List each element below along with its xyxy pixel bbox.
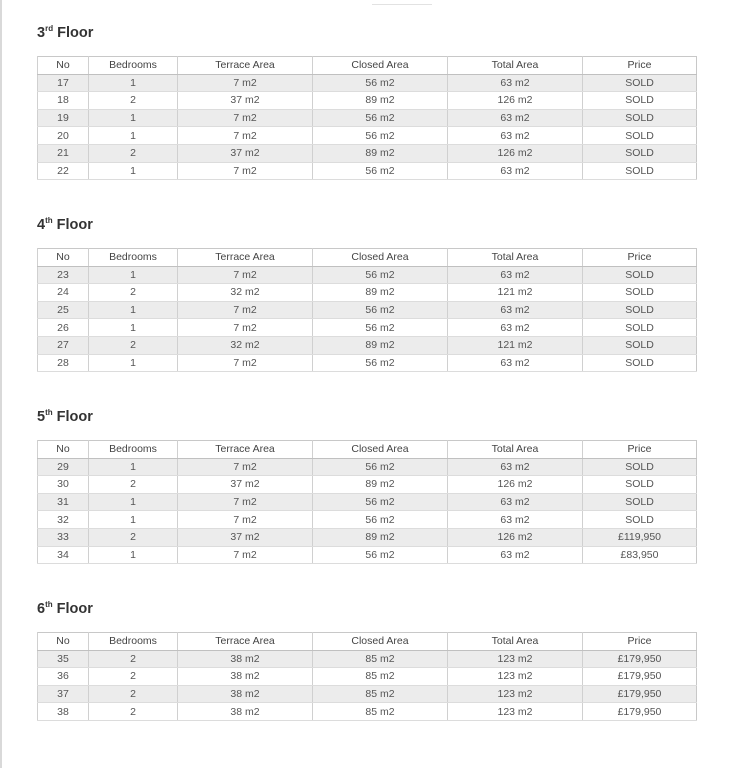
cell-total-area: 63 m2 xyxy=(448,162,583,180)
cell-closed-area: 56 m2 xyxy=(313,354,448,372)
cell-closed-area: 56 m2 xyxy=(313,74,448,92)
column-header-closed-area: Closed Area xyxy=(313,57,448,75)
cell-total-area: 126 m2 xyxy=(448,92,583,110)
cell-total-area: 63 m2 xyxy=(448,127,583,145)
cell-total-area: 63 m2 xyxy=(448,458,583,476)
cell-terrace-area: 38 m2 xyxy=(178,685,313,703)
cell-bedrooms: 2 xyxy=(89,476,178,494)
cell-closed-area: 85 m2 xyxy=(313,650,448,668)
table-row xyxy=(38,127,697,145)
cell-bedrooms: 1 xyxy=(89,109,178,127)
column-header-price: Price xyxy=(583,441,697,459)
cell-price: SOLD xyxy=(583,354,697,372)
cell-bedrooms: 1 xyxy=(89,301,178,319)
cell-total-area: 63 m2 xyxy=(448,319,583,337)
cell-total-area: 63 m2 xyxy=(448,109,583,127)
cell-bedrooms: 1 xyxy=(89,266,178,284)
cell-price: SOLD xyxy=(583,74,697,92)
cell-terrace-area: 37 m2 xyxy=(178,528,313,546)
cell-price: SOLD xyxy=(583,458,697,476)
cell-closed-area: 56 m2 xyxy=(313,301,448,319)
cell-total-area: 121 m2 xyxy=(448,336,583,354)
cell-unit-number: 23 xyxy=(38,266,89,284)
cell-total-area: 123 m2 xyxy=(448,650,583,668)
cell-bedrooms: 2 xyxy=(89,685,178,703)
cell-total-area: 123 m2 xyxy=(448,685,583,703)
floor-number: 4 xyxy=(37,217,46,233)
table-row xyxy=(38,546,697,564)
floor-ordinal-suffix: th xyxy=(45,600,53,610)
floor-heading xyxy=(37,598,696,620)
column-header-closed-area: Closed Area xyxy=(313,441,448,459)
cell-closed-area: 56 m2 xyxy=(313,162,448,180)
cell-closed-area: 56 m2 xyxy=(313,546,448,564)
cell-closed-area: 56 m2 xyxy=(313,109,448,127)
column-header-price: Price xyxy=(583,249,697,267)
cell-price: SOLD xyxy=(583,144,697,162)
cell-closed-area: 56 m2 xyxy=(313,127,448,145)
cell-closed-area: 85 m2 xyxy=(313,668,448,686)
cell-terrace-area: 37 m2 xyxy=(178,476,313,494)
cell-closed-area: 89 m2 xyxy=(313,336,448,354)
table-row xyxy=(38,511,697,529)
cell-closed-area: 56 m2 xyxy=(313,511,448,529)
table-row xyxy=(38,284,697,302)
table-row xyxy=(38,650,697,668)
cell-total-area: 121 m2 xyxy=(448,284,583,302)
column-header-price: Price xyxy=(583,57,697,75)
cell-unit-number: 25 xyxy=(38,301,89,319)
cell-price: SOLD xyxy=(583,127,697,145)
cell-bedrooms: 2 xyxy=(89,703,178,721)
column-header-bedrooms: Bedrooms xyxy=(89,57,178,75)
cell-unit-number: 24 xyxy=(38,284,89,302)
cell-bedrooms: 2 xyxy=(89,528,178,546)
floor-ordinal-suffix: th xyxy=(45,216,53,226)
cell-terrace-area: 38 m2 xyxy=(178,650,313,668)
cell-unit-number: 21 xyxy=(38,144,89,162)
cell-total-area: 63 m2 xyxy=(448,511,583,529)
cell-price: SOLD xyxy=(583,162,697,180)
floor-section-5 xyxy=(37,406,696,564)
table-row xyxy=(38,74,697,92)
cell-unit-number: 20 xyxy=(38,127,89,145)
cell-closed-area: 89 m2 xyxy=(313,476,448,494)
column-header-terrace-area: Terrace Area xyxy=(178,57,313,75)
cell-unit-number: 34 xyxy=(38,546,89,564)
cell-bedrooms: 1 xyxy=(89,127,178,145)
cell-bedrooms: 1 xyxy=(89,493,178,511)
column-header-closed-area: Closed Area xyxy=(313,633,448,651)
table-row xyxy=(38,336,697,354)
cell-price: SOLD xyxy=(583,266,697,284)
cell-unit-number: 19 xyxy=(38,109,89,127)
cell-price: £179,950 xyxy=(583,685,697,703)
cell-total-area: 63 m2 xyxy=(448,546,583,564)
table-row xyxy=(38,144,697,162)
cell-terrace-area: 7 m2 xyxy=(178,354,313,372)
cell-price: £179,950 xyxy=(583,650,697,668)
floor-number: 6 xyxy=(37,601,46,617)
table-header-row xyxy=(38,441,697,459)
table-row xyxy=(38,301,697,319)
cell-unit-number: 29 xyxy=(38,458,89,476)
cell-unit-number: 38 xyxy=(38,703,89,721)
cell-total-area: 63 m2 xyxy=(448,493,583,511)
cell-price: SOLD xyxy=(583,284,697,302)
cell-closed-area: 89 m2 xyxy=(313,284,448,302)
cell-terrace-area: 7 m2 xyxy=(178,162,313,180)
cell-terrace-area: 37 m2 xyxy=(178,144,313,162)
column-header-total-area: Total Area xyxy=(448,633,583,651)
cell-closed-area: 89 m2 xyxy=(313,92,448,110)
cell-unit-number: 33 xyxy=(38,528,89,546)
cell-unit-number: 36 xyxy=(38,668,89,686)
table-header-row xyxy=(38,57,697,75)
cell-price: SOLD xyxy=(583,319,697,337)
cell-terrace-area: 32 m2 xyxy=(178,336,313,354)
table-row xyxy=(38,668,697,686)
cell-unit-number: 30 xyxy=(38,476,89,494)
column-header-bedrooms: Bedrooms xyxy=(89,441,178,459)
table-row xyxy=(38,493,697,511)
table-row xyxy=(38,319,697,337)
cell-terrace-area: 7 m2 xyxy=(178,266,313,284)
units-table-floor-4 xyxy=(37,248,697,372)
cell-closed-area: 56 m2 xyxy=(313,493,448,511)
cell-price: £119,950 xyxy=(583,528,697,546)
cell-unit-number: 28 xyxy=(38,354,89,372)
table-row xyxy=(38,476,697,494)
cell-bedrooms: 2 xyxy=(89,92,178,110)
cell-unit-number: 35 xyxy=(38,650,89,668)
column-header-total-area: Total Area xyxy=(448,249,583,267)
cell-price: £179,950 xyxy=(583,668,697,686)
floor-label: Floor xyxy=(56,601,93,617)
table-row xyxy=(38,92,697,110)
page-edge xyxy=(0,0,2,768)
cell-terrace-area: 32 m2 xyxy=(178,284,313,302)
cell-price: SOLD xyxy=(583,301,697,319)
cell-terrace-area: 7 m2 xyxy=(178,301,313,319)
cell-price: SOLD xyxy=(583,493,697,511)
cell-price: £83,950 xyxy=(583,546,697,564)
units-table-floor-6 xyxy=(37,632,697,721)
cell-bedrooms: 2 xyxy=(89,284,178,302)
units-table-floor-5 xyxy=(37,440,697,564)
cell-closed-area: 89 m2 xyxy=(313,144,448,162)
cell-terrace-area: 7 m2 xyxy=(178,458,313,476)
cell-total-area: 63 m2 xyxy=(448,301,583,319)
cell-unit-number: 32 xyxy=(38,511,89,529)
cell-total-area: 123 m2 xyxy=(448,703,583,721)
cell-terrace-area: 7 m2 xyxy=(178,109,313,127)
column-header-terrace-area: Terrace Area xyxy=(178,633,313,651)
floor-heading xyxy=(37,22,696,44)
floor-label: Floor xyxy=(56,409,93,425)
cell-total-area: 63 m2 xyxy=(448,266,583,284)
column-header-terrace-area: Terrace Area xyxy=(178,441,313,459)
table-row xyxy=(38,109,697,127)
cell-terrace-area: 7 m2 xyxy=(178,127,313,145)
cell-closed-area: 56 m2 xyxy=(313,458,448,476)
column-header-terrace-area: Terrace Area xyxy=(178,249,313,267)
cell-terrace-area: 7 m2 xyxy=(178,511,313,529)
cell-unit-number: 17 xyxy=(38,74,89,92)
table-row xyxy=(38,685,697,703)
table-row xyxy=(38,703,697,721)
cell-bedrooms: 2 xyxy=(89,668,178,686)
cell-bedrooms: 1 xyxy=(89,458,178,476)
column-header-bedrooms: Bedrooms xyxy=(89,633,178,651)
cell-price: SOLD xyxy=(583,336,697,354)
cell-bedrooms: 2 xyxy=(89,650,178,668)
cell-closed-area: 85 m2 xyxy=(313,685,448,703)
floor-section-6 xyxy=(37,598,696,721)
cell-total-area: 123 m2 xyxy=(448,668,583,686)
cell-closed-area: 85 m2 xyxy=(313,703,448,721)
floor-section-4 xyxy=(37,214,696,372)
column-header-total-area: Total Area xyxy=(448,57,583,75)
cell-price: SOLD xyxy=(583,476,697,494)
cell-bedrooms: 2 xyxy=(89,144,178,162)
cell-terrace-area: 37 m2 xyxy=(178,92,313,110)
cell-unit-number: 31 xyxy=(38,493,89,511)
cell-bedrooms: 1 xyxy=(89,511,178,529)
cell-price: £179,950 xyxy=(583,703,697,721)
column-header-price: Price xyxy=(583,633,697,651)
table-header-row xyxy=(38,633,697,651)
table-header-row xyxy=(38,249,697,267)
page-top-mark xyxy=(372,0,432,5)
floor-label: Floor xyxy=(56,217,93,233)
floor-label: Floor xyxy=(57,25,94,41)
cell-terrace-area: 7 m2 xyxy=(178,319,313,337)
table-row xyxy=(38,266,697,284)
column-header-bedrooms: Bedrooms xyxy=(89,249,178,267)
floor-number: 3 xyxy=(37,25,46,41)
floor-ordinal-suffix: rd xyxy=(45,24,54,34)
cell-closed-area: 89 m2 xyxy=(313,528,448,546)
floor-heading xyxy=(37,214,696,236)
cell-total-area: 126 m2 xyxy=(448,144,583,162)
cell-total-area: 63 m2 xyxy=(448,74,583,92)
cell-bedrooms: 1 xyxy=(89,74,178,92)
table-row xyxy=(38,528,697,546)
floor-section-3 xyxy=(37,22,696,180)
floor-number: 5 xyxy=(37,409,46,425)
table-row xyxy=(38,162,697,180)
column-header-unit-number: No xyxy=(38,633,89,651)
column-header-unit-number: No xyxy=(38,441,89,459)
cell-bedrooms: 1 xyxy=(89,546,178,564)
cell-unit-number: 26 xyxy=(38,319,89,337)
column-header-unit-number: No xyxy=(38,249,89,267)
floor-heading xyxy=(37,406,696,428)
cell-total-area: 63 m2 xyxy=(448,354,583,372)
cell-bedrooms: 1 xyxy=(89,319,178,337)
cell-price: SOLD xyxy=(583,109,697,127)
cell-bedrooms: 2 xyxy=(89,336,178,354)
table-row xyxy=(38,458,697,476)
floor-ordinal-suffix: th xyxy=(45,408,53,418)
cell-total-area: 126 m2 xyxy=(448,476,583,494)
cell-closed-area: 56 m2 xyxy=(313,319,448,337)
cell-unit-number: 37 xyxy=(38,685,89,703)
cell-bedrooms: 1 xyxy=(89,162,178,180)
cell-unit-number: 18 xyxy=(38,92,89,110)
column-header-closed-area: Closed Area xyxy=(313,249,448,267)
cell-unit-number: 27 xyxy=(38,336,89,354)
cell-terrace-area: 38 m2 xyxy=(178,668,313,686)
cell-unit-number: 22 xyxy=(38,162,89,180)
cell-closed-area: 56 m2 xyxy=(313,266,448,284)
column-header-unit-number: No xyxy=(38,57,89,75)
cell-terrace-area: 7 m2 xyxy=(178,74,313,92)
cell-terrace-area: 7 m2 xyxy=(178,493,313,511)
table-row xyxy=(38,354,697,372)
cell-bedrooms: 1 xyxy=(89,354,178,372)
cell-price: SOLD xyxy=(583,511,697,529)
cell-price: SOLD xyxy=(583,92,697,110)
cell-total-area: 126 m2 xyxy=(448,528,583,546)
column-header-total-area: Total Area xyxy=(448,441,583,459)
cell-terrace-area: 7 m2 xyxy=(178,546,313,564)
cell-terrace-area: 38 m2 xyxy=(178,703,313,721)
units-table-floor-3 xyxy=(37,56,697,180)
